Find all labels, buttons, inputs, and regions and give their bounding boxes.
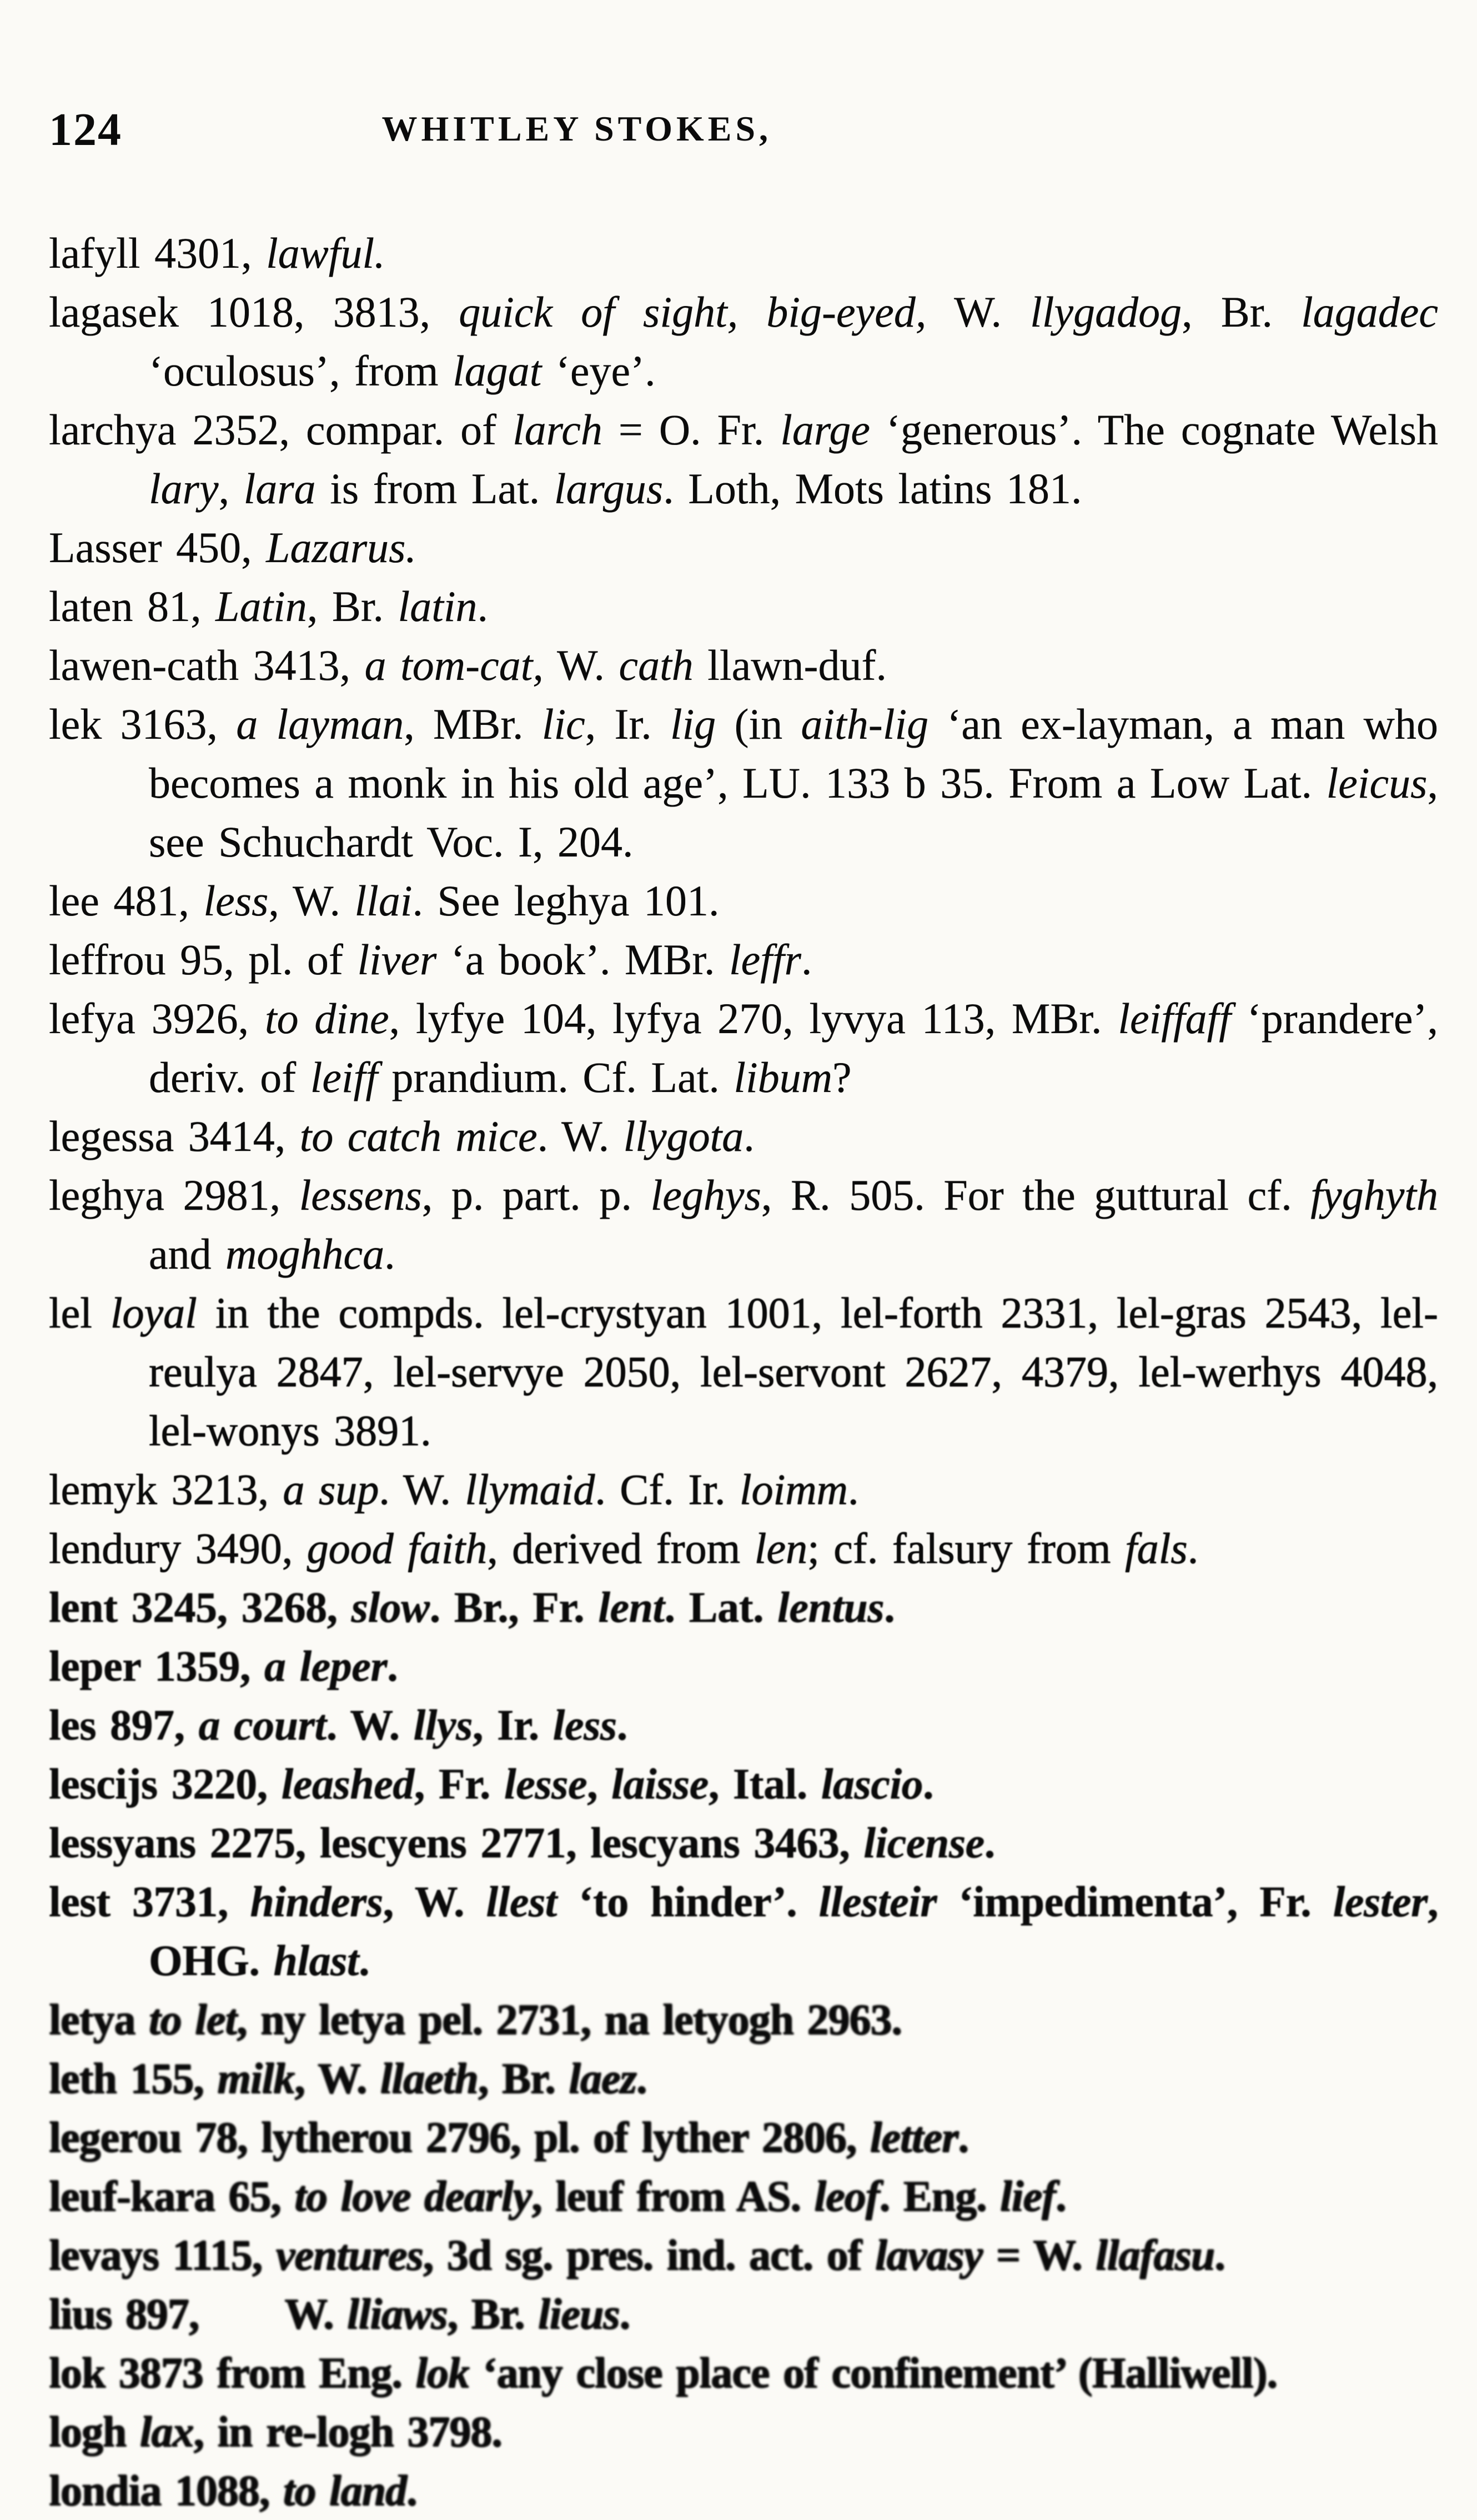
entry-text-segment: less	[203, 876, 269, 925]
entry-text-segment: ‘any close place of confinement’ (Halliwell).	[469, 2348, 1277, 2397]
entry-text-segment: lel	[49, 1289, 110, 1337]
entry-text-segment: largus	[554, 464, 664, 513]
entry-text-segment: liver	[357, 935, 437, 984]
entry-text-segment: libum	[734, 1053, 833, 1101]
entry-text-segment: .	[1214, 2231, 1225, 2279]
entry-text-segment: slow	[351, 1583, 430, 1631]
entry-text-segment: londia 1088,	[49, 2466, 283, 2514]
entry-text-segment: ‘an ex-layman, a man who becomes a monk in his old age’, LU. 133 b 35. From a Low Lat.	[149, 700, 1439, 807]
entry-text-segment: .	[616, 1701, 627, 1749]
entry-text-segment: . W.	[537, 1112, 624, 1160]
entry-text-segment: leof	[814, 2172, 880, 2220]
dictionary-entry	[49, 1696, 1438, 1755]
entry-text-segment: llesteir	[818, 1877, 937, 1926]
entries	[49, 224, 1438, 2520]
entry-text-segment: ; cf. falsury from	[807, 1524, 1126, 1572]
entry-text-segment: lary	[149, 464, 219, 513]
entry-text-segment: leashed	[281, 1760, 414, 1808]
entry-text-segment: . Cf. Ir.	[595, 1465, 740, 1514]
entry-text-segment: .	[1187, 1524, 1199, 1572]
entry-text-segment: laisse	[611, 1760, 709, 1808]
entry-text-segment: , in re-logh 3798.	[193, 2407, 502, 2456]
entry-text-segment: = O. Fr.	[602, 405, 781, 454]
entry-text-segment: .	[406, 2466, 417, 2514]
entry-text-segment: lentus	[777, 1583, 885, 1631]
entry-text-segment: , Br.	[447, 2289, 538, 2338]
entry-text-segment: , W.	[383, 1877, 486, 1926]
entry-text-segment: license	[863, 1818, 984, 1867]
entry-text-segment: .	[359, 1936, 370, 1985]
dictionary-entry	[49, 2049, 1438, 2108]
entry-text-segment: lesse	[504, 1760, 587, 1808]
entry-text-segment: lemyk 3213,	[49, 1465, 283, 1514]
entry-text-segment: leffrou 95, pl. of	[49, 935, 358, 984]
dictionary-entry	[49, 989, 1438, 1107]
entry-text-segment: lara	[243, 464, 316, 513]
entry-text-segment: .	[958, 2113, 968, 2161]
entry-text-segment: , MBr.	[404, 700, 542, 748]
entry-text-segment: .	[1055, 2172, 1066, 2220]
entry-text-segment: in the compds. lel-crystyan 1001, lel-forth 2331, lel-gras 2543, lel-reulya 2847, lel-servye 2050, lel-servont 2627, 4379, lel-werhys 4048, lel-wonys 3891.	[149, 1289, 1438, 1455]
entry-text-segment: W.	[543, 641, 619, 689]
entry-text-segment: levays 1115,	[49, 2231, 276, 2279]
entry-text-segment: .	[384, 1230, 395, 1278]
entry-text-segment: lent 3245, 3268,	[49, 1583, 351, 1631]
entry-text-segment: lief	[999, 2172, 1056, 2220]
entry-text-segment: lest 3731,	[49, 1877, 250, 1926]
entry-text-segment: lic	[541, 700, 585, 748]
entry-text-segment: lefya 3926,	[49, 994, 265, 1043]
entry-text-segment: legerou 78, lytherou 2796, pl. of lyther 2806,	[49, 2113, 870, 2161]
entry-text-segment: , Br.	[307, 582, 398, 630]
entry-text-segment: ‘impedimenta’, Fr.	[937, 1877, 1333, 1926]
entry-text-segment: lee 481,	[49, 876, 204, 925]
entry-text-segment: llygota	[623, 1112, 744, 1160]
entry-text-segment: a leper	[264, 1642, 388, 1690]
entry-text-segment: lok	[415, 2348, 469, 2397]
entry-text-segment: lester	[1333, 1877, 1428, 1926]
dictionary-entry	[49, 2284, 1438, 2343]
entry-text-segment: letya	[49, 1995, 149, 2043]
entry-text-segment: lent	[598, 1583, 665, 1631]
entry-text-segment: len	[754, 1524, 808, 1572]
entry-text-segment: , Br.	[478, 2054, 569, 2102]
entry-text-segment: , 3d sg. pres. ind. act. of	[423, 2231, 875, 2279]
entry-text-segment: a court	[198, 1701, 326, 1749]
entry-text-segment: a sup	[283, 1465, 379, 1514]
dictionary-entry	[49, 1578, 1438, 1637]
entry-text-segment: .	[923, 1760, 934, 1808]
entry-text-segment: , W.	[294, 2054, 380, 2102]
entry-text-segment: ventures	[275, 2231, 423, 2279]
entry-text-segment: lawen-cath 3413,	[49, 641, 365, 689]
dictionary-entry	[49, 2226, 1438, 2284]
entry-text-segment: lascio	[821, 1760, 923, 1808]
entry-text-segment: leper 1359,	[49, 1642, 265, 1690]
entry-text-segment: ?	[832, 1053, 852, 1101]
entry-text-segment: to let	[148, 1995, 237, 2043]
entry-text-segment: . Lat.	[664, 1583, 778, 1631]
entry-text-segment: .	[387, 1642, 398, 1690]
entry-text-segment: W.	[926, 288, 1031, 336]
entry-text-segment: and	[149, 1230, 226, 1278]
entry-text-segment: lax	[139, 2407, 194, 2456]
dictionary-entry	[49, 1107, 1438, 1166]
dictionary-entry	[49, 2461, 1438, 2520]
entry-text-segment: hlast	[273, 1936, 359, 1985]
entry-text-segment: lieus	[537, 2289, 620, 2338]
entry-text-segment: , Br.	[1182, 288, 1302, 336]
entry-text-segment: . See leghya 101.	[412, 876, 720, 925]
entry-text-segment: .	[884, 1583, 895, 1631]
dictionary-entry	[49, 1460, 1438, 1519]
dictionary-entry	[49, 2402, 1438, 2461]
entry-text-segment: leicus	[1326, 759, 1428, 807]
entry-text-segment: llaeth	[380, 2054, 478, 2102]
entry-text-segment: , ny letya pel. 2731, na letyogh 2963.	[236, 1995, 902, 2043]
entry-text-segment: to dine	[264, 994, 389, 1043]
dictionary-entry	[49, 1166, 1438, 1284]
entry-text-segment: . Br., Fr.	[429, 1583, 599, 1631]
entry-text-segment: , Ir.	[472, 1701, 553, 1749]
entry-text-segment: , OHG.	[149, 1877, 1439, 1985]
entry-text-segment: les 897,	[49, 1701, 199, 1749]
entry-text-segment: logh	[49, 2407, 140, 2456]
entry-text-segment: .	[801, 935, 812, 984]
entry-text-segment: leiff	[310, 1053, 378, 1101]
entry-text-segment: llest	[486, 1877, 557, 1926]
entry-text-segment: lavasy	[875, 2231, 983, 2279]
entry-text-segment: lok 3873 from Eng.	[49, 2348, 416, 2397]
entry-text-segment: ‘a book’. MBr.	[436, 935, 730, 984]
entry-text-segment: , derived from	[487, 1524, 755, 1572]
entry-text-segment: laten 81,	[49, 582, 216, 630]
entry-text-segment: , lyfye 104, lyfya 270, lyvya 113, MBr.	[389, 994, 1118, 1043]
entry-text-segment: , W.	[268, 876, 355, 925]
entry-text-segment: lagat	[453, 347, 542, 395]
entry-text-segment: llawn-duf.	[693, 641, 887, 689]
entry-text-segment: . Loth, Mots latins 181.	[663, 464, 1082, 513]
entry-text-segment: to land	[283, 2466, 406, 2514]
entry-text-segment: leffr	[729, 935, 802, 984]
dictionary-entry	[49, 1284, 1438, 1460]
entry-text-segment: lagasek 1018, 3813,	[49, 288, 459, 336]
entry-text-segment: lessyans 2275, lescyens 2771, lescyans 3463,	[49, 1818, 864, 1867]
dictionary-entry	[49, 1872, 1438, 1990]
entry-text-segment: prandium. Cf. Lat.	[378, 1053, 734, 1101]
entry-text-segment: llys	[413, 1701, 473, 1749]
entry-text-segment: . W.	[326, 1701, 414, 1749]
entry-text-segment: ‘to hinder’.	[556, 1877, 819, 1926]
page-header	[49, 103, 1438, 158]
entry-text-segment: aith-lig	[801, 700, 929, 748]
entry-text-segment: . W.	[379, 1465, 465, 1514]
entry-text-segment: to catch mice	[299, 1112, 537, 1160]
entry-text-segment: , Ir.	[585, 700, 670, 748]
entry-text-segment: lig	[670, 700, 716, 748]
entry-text-segment: , leuf from AS.	[531, 2172, 815, 2220]
entry-text-segment: ,	[218, 464, 244, 513]
dictionary-entry	[49, 1519, 1438, 1578]
entry-text-segment: lafyll 4301,	[49, 229, 267, 277]
entry-text-segment: (in	[716, 700, 801, 748]
dictionary-entry	[49, 1813, 1438, 1872]
entry-text-segment: , Ital.	[708, 1760, 821, 1808]
dictionary-entry	[49, 2343, 1438, 2402]
entry-text-segment: lescijs 3220,	[49, 1760, 282, 1808]
entry-text-segment: ‘oculosus’, from	[149, 347, 453, 395]
entry-text-segment: a layman	[236, 700, 404, 748]
entry-text-segment: ‘eye’.	[541, 347, 656, 395]
entry-text-segment: lek 3163,	[49, 700, 237, 748]
dictionary-entry	[49, 2167, 1438, 2226]
entry-text-segment: llai	[354, 876, 413, 925]
entry-text-segment: latin	[398, 582, 478, 630]
entry-text-segment: leghys	[650, 1171, 761, 1219]
entry-text-segment: loimm	[740, 1465, 848, 1514]
entry-text-segment: fyghyth	[1310, 1171, 1439, 1219]
entry-text-segment: fals	[1125, 1524, 1188, 1572]
dictionary-entry	[49, 930, 1438, 989]
entry-text-segment: letter	[870, 2113, 958, 2161]
entry-text-segment: .	[984, 1818, 995, 1867]
entry-text-segment: hinders	[250, 1877, 383, 1926]
entry-text-segment: lliaws	[346, 2289, 448, 2338]
entry-text-segment: quick of sight, big-eyed,	[459, 288, 927, 336]
entry-text-segment: loyal	[110, 1289, 197, 1337]
entry-text-segment: . Eng.	[879, 2172, 1000, 2220]
entry-text-segment: , R. 505. For the guttural cf.	[761, 1171, 1311, 1219]
dictionary-entry	[49, 283, 1438, 400]
page-number: 124	[49, 104, 122, 156]
entry-text-segment: ‘prandere’, deriv. of	[149, 994, 1438, 1101]
entry-text-segment: is from Lat.	[315, 464, 554, 513]
entry-text-segment: moghhca	[225, 1230, 385, 1278]
entry-text-segment: .	[636, 2054, 647, 2102]
entry-text-segment: less	[552, 1701, 617, 1749]
entry-text-segment: a tom-cat,	[364, 641, 544, 689]
entry-text-segment: laez	[569, 2054, 636, 2102]
dictionary-entry	[49, 871, 1438, 930]
dictionary-entry	[49, 224, 1438, 283]
entry-text-segment: cath	[619, 641, 694, 689]
entry-text-segment: legessa 3414,	[49, 1112, 300, 1160]
dictionary-entry	[49, 695, 1438, 871]
entry-text-segment: llygadog	[1030, 288, 1182, 336]
entry-text-segment: good faith	[307, 1524, 488, 1572]
entry-text-segment: ,	[587, 1760, 612, 1808]
entry-text-segment: ‘generous’. The cognate Welsh	[870, 405, 1438, 454]
entry-text-segment: .	[743, 1112, 755, 1160]
entry-text-segment: larchya 2352, compar. of	[49, 405, 513, 454]
entry-text-segment: milk	[217, 2054, 295, 2102]
entry-text-segment: Latin	[215, 582, 307, 630]
entry-text-segment: llymaid	[465, 1465, 595, 1514]
entry-text-segment: larch	[513, 405, 602, 454]
dictionary-entry	[49, 1990, 1438, 2049]
dictionary-entry	[49, 400, 1438, 518]
entry-text-segment: lagadec	[1301, 288, 1438, 336]
running-header: WHITLEY STOKES,	[381, 109, 772, 148]
dictionary-entry	[49, 518, 1438, 577]
entry-text-segment: leiffaff	[1118, 994, 1231, 1043]
dictionary-entry	[49, 636, 1438, 695]
entry-text-segment: .	[848, 1465, 859, 1514]
entry-text-segment: , p. part. p.	[421, 1171, 651, 1219]
entry-text-segment: lendury 3490,	[49, 1524, 307, 1572]
entry-text-segment: Lasser 450,	[49, 523, 267, 572]
entry-text-segment: leuf-kara 65,	[49, 2172, 295, 2220]
entry-text-segment: .	[619, 2289, 630, 2338]
dictionary-entry	[49, 1637, 1438, 1696]
entry-text-segment: , see Schuchardt Voc. I, 204.	[149, 759, 1438, 866]
entry-text-segment: lawful.	[266, 229, 385, 277]
dictionary-entry	[49, 2108, 1438, 2167]
entry-text-segment: lius 897, W.	[49, 2289, 347, 2338]
entry-text-segment: , Fr.	[414, 1760, 505, 1808]
dictionary-entry	[49, 577, 1438, 636]
entry-text-segment: = W.	[982, 2231, 1096, 2279]
entry-text-segment: lessens	[299, 1171, 422, 1219]
dictionary-entry	[49, 1755, 1438, 1813]
entry-text-segment: .	[477, 582, 489, 630]
entry-text-segment: leghya 2981,	[49, 1171, 299, 1219]
entry-text-segment: large	[780, 405, 870, 454]
entry-text-segment: Lazarus.	[266, 523, 417, 572]
entry-text-segment: llafasu	[1096, 2231, 1215, 2279]
entry-text-segment: leth 155,	[49, 2054, 218, 2102]
entry-text-segment: to love dearly	[294, 2172, 531, 2220]
